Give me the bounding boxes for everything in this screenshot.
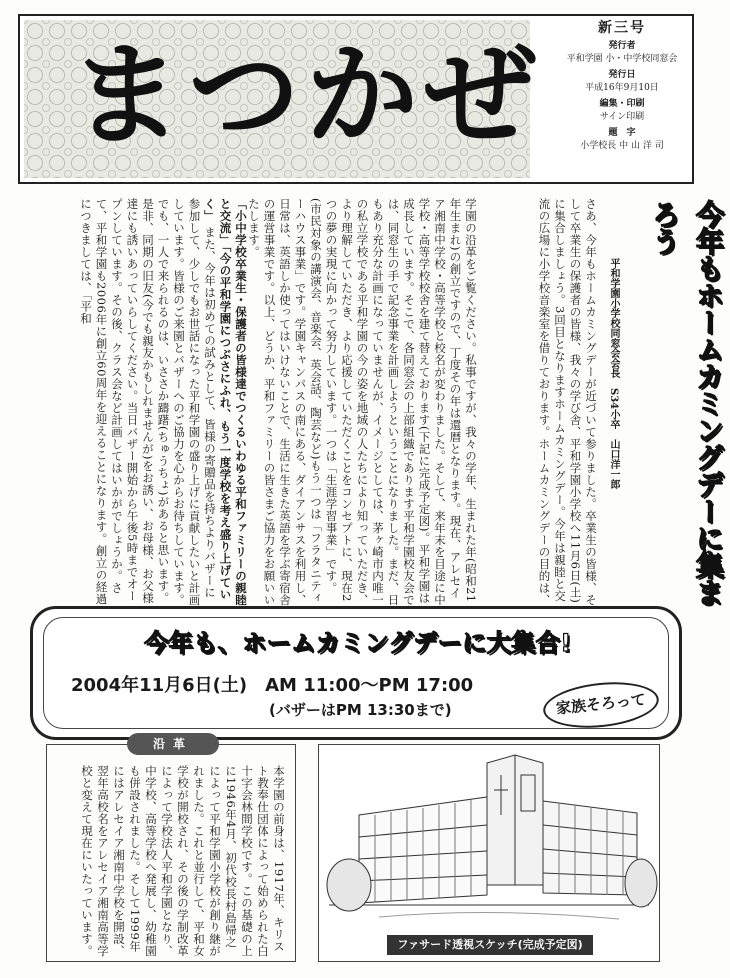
masthead [18, 14, 694, 184]
article-column-middle: 学園の沿革をご覧ください。私事ですが、我々の学年、生まれた年(昭和21年生まれ)の創立ですので、丁度その年は還暦となります。現在、アレセイア湘南中学校・高等学校と校名が変わりました。そして、来年末を目途に中学校・高等学校校舎を建て替えております(下記に完成予定図)。平和学園は成長しています。そこで、各同窓会の上部組織であります平和学園校友会では、同窓生の手で記念事業を計画しようということになりました。まだ、日もあり充分な計画になっていませんが、イメージとしては、茅ヶ崎市内唯一の私立学校である平和学園の今の姿を地域の人たちにより知っていただき、より理解していただき、より応援していただくことをコンセプトに、現在2つの夢の実現に向かって努力しています。一つは「生涯学習事業」です。(市民対象の講演会、音楽会、英会話、陶芸など)もう一つは「フラタニティーハウス事業」です。学園キャンパスの南にある、ダイアンサスを利用し、日常は、英語しか使ってはいけないことで、生活に生きた英語を学ぶ寄宿舎の運営事業です。以上、どうか、平和ファミリーの皆さまご協力をお願いいたします。 [247, 198, 478, 606]
bazaar-time: (バザーはPM 13:30まで) [269, 701, 452, 719]
masthead-info [552, 22, 692, 178]
article-lead-quote: 「小中学校卒業生・保護者の皆様達でつくるいわゆる平和ファミリーの親睦と交流」「今の平和学園につぶさにふれ、もう一度学校を考え盛り上げていく」 [203, 198, 248, 606]
building-illustration [319, 745, 659, 933]
headline-block [606, 198, 725, 608]
article-column-right: さあ、今年もホームカミングデーが近づいて参りました。卒業生の皆様、そして卒業生の保護者の皆様、我々の学び舎、平和学園小学校へ11月6日(土)に集合しましょう。3回目となりますホームカミングデー。今年は親睦と交流の広場に小学校音楽室を借りております。ホームカミングデーの目的は、 [537, 198, 598, 606]
building-sketch [318, 744, 660, 962]
printer: サイン印刷 [599, 112, 645, 122]
article-body: また、今年は初めての試みとして、皆様の寄贈品を持ちよりバザーに参加して、少しでもお世話になった平和学園の盛り上げに貢献したいと計画しています。皆様のご来園とバザーへのご協力を心からお待ちしています。でも、一人で来られるのは、いささか躊躇(ちゅうちょ)があると思います。是非、同期の旧友(今でも親友かもしれませんが)をお誘い、お母様、お父様達にも誘いあっていらしてください。当日バザー開始から午後5時までオープンしています。その後、クラス会など計画してはいかがでしょうか。さて、平和学園も2006年に創立60周年を迎えることになります。創立の経過につきましては、「平和 [79, 198, 217, 606]
publisher: 平和学園 小・中学校同窓会 [566, 54, 678, 64]
history-text: 本学園の前身は、1917年、キリスト教奉仕団体によって始められた白十字会林間学校です。この基礎の上に1946年4月、初代校長村島帰之によって平和学園小学校が創り継がれました。これと並行して、平和女学校が開校され、その後の学制改革によって学校法人平和学園となり、中学校、高等学校へ発展し、幼稚園も併設されました。そして1999年にはアレセイア湘南中学校を開設、翌年高校名をアレセイア湘南高等学校と変えて現在にいたっています。 [80, 765, 286, 957]
headline: 今年もホームカミングデーに集まろう [648, 200, 725, 605]
issue-number: 新三号 [598, 20, 646, 36]
family-tag: 家族そろって [541, 677, 661, 733]
history-section [46, 737, 296, 962]
date-label: 発行日 [608, 70, 636, 80]
publisher-label: 発行者 [608, 41, 636, 51]
publish-date: 平成16年9月10日 [585, 83, 659, 93]
banner-headline: 今年も、ホームカミングデーに大集合! [144, 629, 572, 657]
event-banner [30, 606, 682, 740]
history-heading: 沿革 [127, 733, 219, 755]
calligraphy-label: 題 字 [608, 128, 636, 138]
byline: 平和学園小学校同窓会会長 S34小卒 山口洋一郎 [608, 258, 619, 490]
event-datetime: 2004年11月6日(土) AM 11:00〜PM 17:00 [71, 675, 474, 696]
calligraphy-credit: 小学校長 中 山 洋 司 [580, 141, 664, 151]
printer-label: 編集・印刷 [599, 99, 645, 109]
article-column-left [18, 198, 248, 606]
sketch-caption: ファサード透視スケッチ(完成予定図) [387, 935, 593, 955]
newsletter-title: まつかぜ [70, 31, 542, 161]
